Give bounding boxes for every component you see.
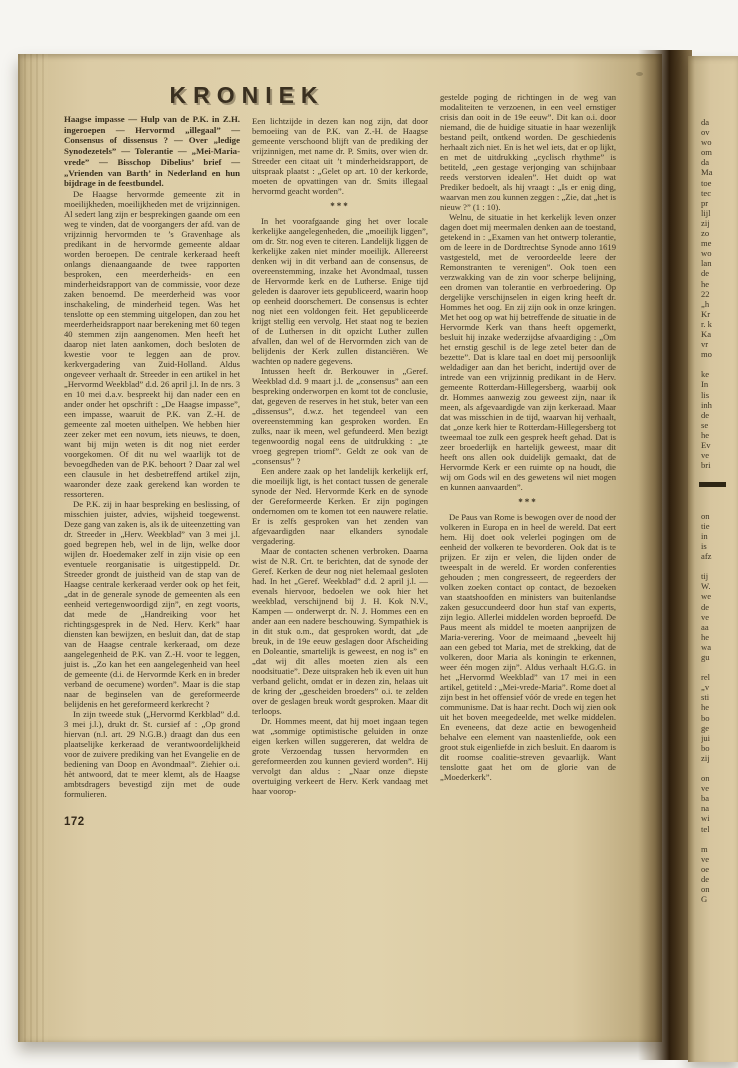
next-page-edge — [688, 56, 738, 1062]
next-page-text-fragment: afz — [701, 551, 712, 562]
next-page-text-fragment: G — [701, 894, 708, 905]
next-page-text-fragment — [701, 561, 738, 571]
next-page-text-fragment: ov — [701, 127, 710, 138]
next-page-text-fragment: tie — [701, 520, 710, 531]
next-page-text-fragment: In — [701, 379, 709, 390]
section-separator: *** — [518, 497, 538, 507]
next-page-text-fragment: Ka — [701, 328, 712, 339]
next-page-text-fragment: tec — [701, 187, 712, 198]
next-page-text-fragment: de — [701, 268, 710, 279]
column-3 — [440, 82, 616, 827]
next-page-text-fragment: toe — [701, 177, 712, 188]
paragraph: Dr. Hommes meent, dat hij moet ingaan tegen wat „sommige optimistische geluiden in onze eigen kerken willen suggereren, dat weldra de grote Verzoendag tussen hervormden en gereformeerden zou kunnen gevierd worden”. Hij vervolgt dan aldus : „Naar onze diepste overtuiging verkeert de Herv. Kerk vandaag met haar voorop- — [252, 716, 428, 796]
next-page-text-fragment: vr — [701, 339, 709, 350]
page-content — [64, 82, 616, 827]
paragraph: De P.K. zij in haar bespreking en beslissing, of misschien juister, advies, wijsheid toegewenst. Deze gang van zaken is, als ik de uiteenzetting van dr. Streeder in „Herv. Weekblad” van 3 mei j.l. goed begrepen heb, wel in de lijn, welke door wijlen dr. Hoedemaker zelf in zijn visie op een eventuele reorganisatie is uitgestippeld. Dr. Streeder grondt de juistheid van de stap van de Haagse centrale kerkeraad verder ook op het feit, „dat in de generale synode de gemeenten als een eenheid vertegenwoordigd zijn”, en zegt voorts, dat mede de „Handreiking voor het richtingsgesprek in de Ned. Herv. Kerk” haar diensten kan bewijzen, en besluit dan, dat de stap van de Haagse centrale kerkeraad, om deze aangelegenheid de P.K. van Z.-H. voor te leggen, juist is. „Zo kan het een aangelegenheid van heel de gemeente (d.i. de Hervormde Kerk en in breder verband de oecumene) worden”. Maar is die stap naar de beginselen van de gereformeerde belijdenis en het gereformeerd kerkrecht ? — [64, 498, 240, 709]
next-page-text-fragment: mo — [701, 349, 712, 360]
next-page-text-fragment: r. k — [701, 318, 712, 329]
next-page-text-fragment: sti — [701, 692, 710, 703]
next-page-text-fragment: lis — [701, 389, 710, 400]
next-page-text-fragment: om — [701, 147, 712, 158]
next-page-text-fragment: me — [701, 238, 712, 249]
next-page-text-fragment: on — [701, 773, 710, 784]
next-page-text-fragment: lijl — [701, 207, 711, 218]
next-page-text-fragment: Kr — [701, 308, 711, 319]
next-page-text-fragment — [701, 662, 738, 672]
page-number: 172 — [64, 815, 85, 828]
next-page-text-fragment: ke — [701, 369, 710, 380]
next-page-text-fragment — [701, 763, 738, 773]
next-page-text-fragment: ve — [701, 853, 710, 864]
next-page-text-fragment: bo — [701, 742, 710, 753]
magazine-page — [18, 54, 662, 1042]
next-page-text-fragment: wa — [701, 641, 712, 652]
paragraph: Welnu, de situatie in het kerkelijk leven onzer dagen doet mij meermalen denken aan de toestand, getekend in : „Examen van het ontwerp tolerantie, om de leere in de Dordtrechtse Synode anno 1619 vastgesteld, met de veroordeelde leere der Remonstranten te verenigen”. Ook toen een verzwakking van de zin voor scherpe belijning, een dromen van tolerantie en verbroedering. Op dergelijke verschijnselen in eigen kring heeft dr. Hommes het oog. En zij zijn ook in onze kringen. Met het oog op wat hij betreffende de situatie in de Hervormde Kerk van thans heeft opgemerkt, besluit hij inzake wederzijdse afvaardiging : „Om het ernstig geschil is de lege zetel beter dan de bezette”. Dat is klare taal en doet mij persoonlijk weldadiger aan dan het bericht, indertijd over de intrede van een vrijzinnig predikant in de Herv. gemeente Rotterdam-Hillegersberg, waarbij ook dr. Hommes aanwezig zou geweest zijn, naar ik meen, als afgevaardigde van zijn kerkeraad. Maar dat was misschien in de tijd, waarvan hij verhaalt, dat „onze kerk hier te Rotterdam-Hillegersberg tot tweemaal toe zulk een gesprek heeft gehad. Dat is zeer broederlijk en hartelijk geweest, maar dit heeft ons allen ook duidelijk gemaakt, dat de Hervormde Kerk er een ruimte op na houdt, die wij om Gods wil en des gewetens wil niet mogen en kunnen aanvaarden”. — [440, 212, 616, 492]
next-page-text-fragment: ge — [701, 722, 710, 733]
next-page-text-fragment: rel — [701, 672, 711, 683]
next-page-text-fragment: tij — [701, 571, 709, 582]
paragraph: Een andere zaak op het landelijk kerkelijk erf, die moeilijk ligt, is het contact tussen de generale synode der Ned. Hervormde Kerk en de synode der Gereformeerde Kerken. Er zijn pogingen ondernomen om te komen tot een nauwere relatie. Er is zelfs gesproken van het zenden van afgevaardigden naar elkanders synodale vergadering. — [252, 466, 428, 546]
text-columns — [64, 82, 616, 827]
next-page-text-fragment: wi — [701, 813, 710, 824]
paragraph: De Haagse hervormde gemeente zit in moeilijkheden, moeilijkheden met de vrijzinnigen. Al sedert lang zijn er besprekingen gaande om een weg te vinden, dat de voorgangers der afd. van de vrijzinnig hervormden te ’s Gravenhage als predikant in de hervormde gemeente aldaar worden beroepen. De centrale kerkeraad heeft onlangs dienaangaande de twee rapporten besproken, een meerderheids- en een minderheidsrapport van de commissie, voor deze zaken benoemd. De meerderheid was voor inschakeling, de minderheid tegen. Was het tenslotte op een stemming uitgelopen, dan zou het meerderheidsrapport naar berekening met 60 tegen 40 stemmen zijn aangenomen. Men heeft het daarop niet laten aankomen, doch besloten de kwestie voor te leggen aan de prov. kerkvergadering van Zuid-Holland. Aldus ongeveer verhaalt dr. Streeder in een artikel in het „Hervormd Weekblad” d.d. 26 april j.l. In de nrs. 3 en 10 mei d.a.v. bespreekt hij dan nader een en ander onder het opschrift : „De Haagse impasse”, een impasse, waaruit de P.K. van Z.-H. de gemeente zal moeten uithelpen. We hebben hier zeer zeker met een novum, iets nieuws, te doen, want bij mijn weten is dit nog niet eerder voorgekomen. Of dit nu wel waarlijk tot de bevoegdheden van de P.K. behoort ? Daar zal wel een clausule in het desbetreffend artikel zijn, waaronder deze zaak gerekend kan worden te ressorteren. — [64, 188, 240, 499]
paragraph: Intussen heeft dr. Berkouwer in „Geref. Weekblad d.d. 9 maart j.l. de „consensus” aan een bespreking onderworpen en komt tot de conclusie, dat, gegeven de reserves in het stuk, beter van een „dissensus”, d.w.z. het tegendeel van een overeenstemming kan gesproken worden. En zulks, naar ik meen, wel gefundeerd. Men bezigt tegenwoordig nogal eens de uitdrukking : „te vroeg gegrepen triomf”. Geldt ze ook van de „consensus” ? — [252, 366, 428, 466]
paragraph: In zijn tweede stuk („Hervormd Kerkblad” d.d. 3 mei j.l.), drukt dr. St. cursief af : „Op grond hiervan (n.l. art. 29 N.G.B.) draagt dan dus een plaatselijke kerkeraad de verantwoordelijkheid voor de zuivere prediking van het Evangelie en de bediening van Doop en Avondmaal”. Ziehier o.i. hèt antwoord, dat te meer klemt, als de Haagse ambtsdragers bevestigd zijn met de oude formulieren. — [64, 708, 240, 799]
article-summary: Haagse impasse — Hulp van de P.K. in Z.H. ingeroepen — Hervormd „illegaal” — Consensus of dissensus ? — Over „ledige Synodezetels” — Tolerantie — „Mei-Maria-vrede” — Bisschop Dibelius’ brief — „Vrienden van Barth’ in Nederland en hun bijdrage in de feestbundel. — [64, 114, 240, 189]
next-page-text-fragment: in — [701, 530, 708, 541]
next-page-text-fragment: on — [701, 510, 710, 521]
next-page-text-fragment: we — [701, 591, 712, 602]
next-page-text-fragment: Ma — [701, 167, 713, 178]
next-page-text-fragment: zij — [701, 217, 710, 228]
next-page-text-fragment: zo — [701, 228, 710, 239]
next-page-text-fragment: he — [701, 702, 710, 713]
next-page-text-fragment — [701, 359, 738, 369]
next-page-text-fragment: is — [701, 540, 707, 551]
next-page-text-fragment: da — [701, 117, 710, 127]
next-page-text-fragment: bri — [701, 460, 711, 471]
next-page-text-fragment — [701, 501, 738, 511]
next-page-text-fragment: de — [701, 601, 710, 612]
next-page-text-fragment: ve — [701, 450, 710, 461]
next-page-text-fragment: se — [701, 419, 709, 430]
next-page-text-fragment: wo — [701, 248, 712, 259]
next-page-text-fragment: Ev — [701, 440, 711, 450]
next-page-text-fragment: he — [701, 631, 710, 642]
next-page-text-fragment: „v — [701, 682, 710, 693]
next-page-text-fragment — [701, 834, 738, 844]
next-page-text-fragment: oe — [701, 863, 710, 874]
next-page-text-fragment: wo — [701, 137, 712, 148]
next-page-text-fragments — [701, 117, 738, 904]
next-page-text-fragment: ve — [701, 783, 710, 794]
paragraph: gestelde poging de richtingen in de weg van modaliteiten te verzoenen, in een veel ernstiger crisis dan ooit in de 19e eeuw”. Dit kan o.i. door niemand, die de huidige situatie in haar wezenlijk bestand peilt, ontkend worden. De geschiedenis herhaalt zich niet. En is het wel iets, dat er op lijkt, en met de uitdrukking „cyclisch rhythme” is betiteld, „een gestage verjonging van schijnbaar reeds verstorven idealen”. Het duidt op wat Prediker bedoelt, als hij vraagt : „Is er enig ding, waarvan men zou kunnen zeggen : „Zie, dat „het is nieuw ?” (1 : 10). — [440, 92, 616, 212]
next-page-text-fragment: de — [701, 874, 710, 885]
next-page-text-fragment: he — [701, 429, 710, 440]
book-gutter-shadow — [638, 50, 692, 1060]
column-2 — [252, 82, 428, 827]
next-page-text-fragment: W. — [701, 581, 711, 592]
next-page-heading-bar — [699, 482, 726, 487]
paragraph: Maar de contacten schenen verbroken. Daarna wist de N.R. Crt. te berichten, dat de synode der Geref. Kerken de deur nog niet helemaal gesloten had. In het „Geref. Weekblad” d.d. 2 april j.l. — evenals hiervoor, bedoelen we ook hier het weekblad, verschijnend bij J. H. Kok N.V., Kampen — onderwerpt dr. N. J. Hommes een en ander aan een nadere beschouwing. Sympathiek is in dit stuk o.m., dat gesproken wordt, dat „de breuk, in de 19e eeuw geslagen door Afscheiding en Doleantie, smartelijk is geweest, en nog is” en „dat wij dit alles moeten zien als een noodsituatie”. Deze uitspraken heb ik even uit hun verband gelicht, omdat er in dezen zin, helaas uit de kring der „gescheiden broeders” o.i. te zelden over de geslagen breuk wordt gesproken. Maar dit terloops. — [252, 546, 428, 716]
next-page-text-fragment: gu — [701, 651, 710, 662]
paragraph: In het voorafgaande ging het over locale kerkelijke aangelegenheden, die „moeilijk liggen”, om dr. Str. nog even te citeren. Landelijk liggen de kerkelijke zaken niet minder moeilijk. Allereerst denken wij in dit verband aan de consensus, de overeenstemming, inzake het Avondmaal, tussen de Hervormde kerk en de Lutherse. Enige tijd geleden is daarover iets gepubliceerd, waarin hoop op eenheid doorschemert. De consensus is echter nog niet een voldongen feit. Het gepubliceerde krijgt stellig een vervolg. Het staat nog te bezien of de Luthersen in dit opzicht Luther zullen afvallen, dan wel of de Hervormden zich van de belijdenis der Kerk zullen distanciëren. We wachten op nadere gegevens. — [252, 216, 428, 366]
next-page-text-fragment: aa — [701, 621, 709, 632]
next-page-text-fragment: ba — [701, 793, 710, 804]
next-page-text-fragment: lan — [701, 258, 712, 269]
next-page-text-fragment: jui — [701, 732, 711, 743]
next-page-text-fragment: inh — [701, 399, 712, 410]
next-page-text-fragment: tel — [701, 823, 710, 834]
paragraph: Een lichtzijde in dezen kan nog zijn, dat door bemoeiing van de P.K. van Z.-H. de Haagse gemeente verschoond blijft van de prediking der vrijzinnigen, met name dr. P. Smits, over wien dr. Streeder een citaat uit ’t minderheidsrapport, de uitspraak plaatst : „Gelet op art. 10 der kerkorde, moeten de opvattingen van dr. Smits illegaal hervormd geacht worden”. — [252, 116, 428, 196]
paragraph: De Paus van Rome is bewogen over de nood der volkeren in Europa en in heel de wereld. Dat eert hem. Hij doet ook velerlei pogingen om de eenheid der volkeren te bevorderen. Ook dat is te prijzen. Er zijn er velen, die lijden onder de tweespalt in de wereld. Er worden conferenties gehouden ; men congresseert, de regeerders der volken zoeken contact op contact, de bezoeken van staatshoofden en ministers van buitenlandse zaken gesuccundeerd door hun staf van experts, zijn legio. Allerlei middelen worden beproefd. De Paus meent als middel te moeten aanprijzen de Maria-verering. Voor de meimaand „beveelt hij aan een gebed tot Maria, met de strekking, dat de volkeren, door Maria als koningin te erkennen, weer één mogen zijn”. Aldus verhaalt H.G.G. in het „Hervormd Weekblad” van 17 mei in een artikel, getiteld : „Mei-vrede-Maria”. Rome doet al zijn best in het offensief vóór de vrede en tegen het communisme. Dat is haar recht. Doch wij zien ook uit het boven meegedeelde, met welke middelen. En eveneens, dat deze actie en bewogenheid behalve een element van naastenliefde, ook een groot stuk eigenliefde in zich besluit. En daarom is dit roomse coalitie-streven gevaarlijk. Want tenslotte gaat het om de glorie van de „Moederkerk”. — [440, 512, 616, 782]
next-page-text-fragment: he — [701, 278, 710, 289]
next-page-text-fragment — [701, 470, 738, 480]
next-page-text-fragment: m — [701, 843, 708, 854]
next-page-text-fragment: de — [701, 409, 710, 420]
column-1 — [64, 82, 240, 827]
next-page-text-fragment: na — [701, 803, 710, 814]
section-separator: *** — [330, 201, 350, 211]
next-page-text-fragment: 22 — [701, 288, 710, 299]
next-page-text-fragment: „h — [701, 298, 710, 309]
next-page-text-fragment — [701, 490, 738, 500]
next-page-text-fragment: bo — [701, 712, 710, 723]
next-page-text-fragment: pr — [701, 197, 709, 208]
next-page-text-fragment: ve — [701, 611, 710, 622]
next-page-text-fragment: on — [701, 884, 710, 895]
page-title: KRONIEK — [169, 82, 325, 108]
next-page-text-fragment: da — [701, 157, 710, 168]
next-page-text-fragment: zij — [701, 752, 710, 763]
